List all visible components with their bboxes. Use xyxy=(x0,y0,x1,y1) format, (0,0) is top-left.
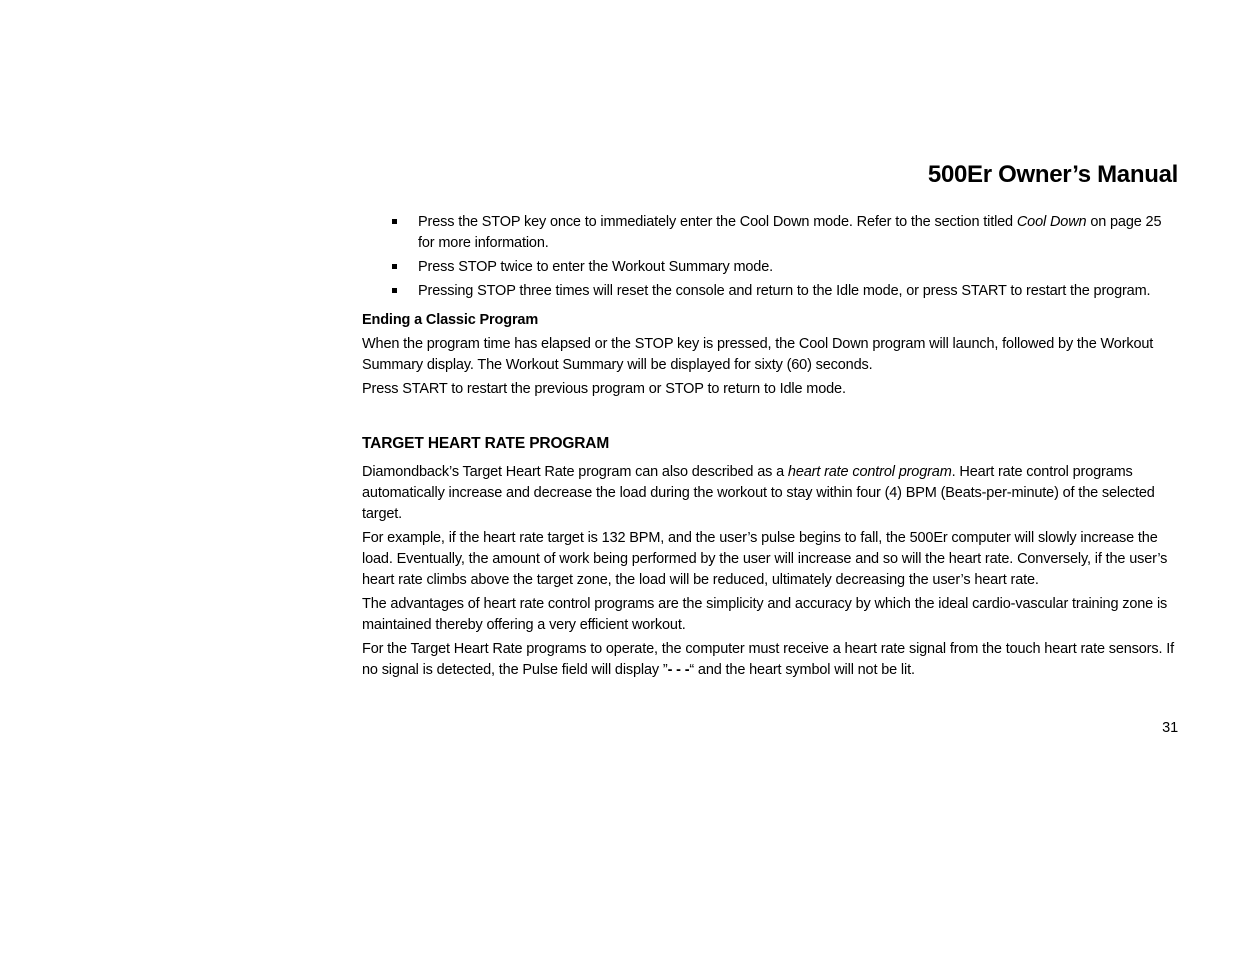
bullet-text-end: on page 25 for more information. xyxy=(418,214,1162,251)
square-bullet-icon xyxy=(392,264,397,269)
page-body xyxy=(362,212,1178,739)
intro-text-end: . Heart rate control programs automatically increase and decrease the load during the workout to stay within four (4) BPM (Beats-per-minute) of the selected target. xyxy=(362,464,1155,522)
bullet-text: Pressing STOP three times will reset the console and return to the Idle mode, or press START to restart the program. xyxy=(418,283,1151,299)
target-paragraph: The advantages of heart rate control programs are the simplicity and accuracy by which the ideal cardio-vascular training zone is maintained thereby offering a very efficient workout. xyxy=(362,596,1168,633)
square-bullet-icon xyxy=(392,219,397,224)
ending-paragraph: When the program time has elapsed or the STOP key is pressed, the Cool Down program will launch, followed by the Workout Summary display. The Workout Summary will be displayed for sixty (60) seconds. xyxy=(362,336,1154,373)
target-paragraph: For example, if the heart rate target is 132 BPM, and the user’s pulse begins to fall, the 500Er computer will slowly increase the load. Eventually, the amount of work being performed by the user will increase and so will the heart rate. Conversely, if the user’s heart rate climbs above the target zone, the load will be reduced, ultimately decreasing the user’s heart rate. xyxy=(362,530,1168,588)
last-text-start: For the Target Heart Rate programs to operate, the computer must receive a heart rate signal from the touch heart rate sensors. If no signal is detected, the Pulse field will display ” xyxy=(362,641,1174,678)
bullet-text: Press STOP twice to enter the Workout Summary mode. xyxy=(418,259,773,275)
list-item xyxy=(362,257,1178,278)
ending-classic-program-heading: Ending a Classic Program xyxy=(362,312,539,328)
target-last-paragraph xyxy=(362,639,1178,681)
bullet-text-start: Press the STOP key once to immediately enter the Cool Down mode. Refer to the section titled xyxy=(418,214,1017,230)
pulse-dashes: - - - xyxy=(667,662,690,678)
target-intro-paragraph xyxy=(362,462,1178,525)
stop-key-bullet-list xyxy=(362,212,1178,302)
square-bullet-icon xyxy=(392,288,397,293)
bullet-text-italic: Cool Down xyxy=(1016,214,1087,230)
ending-paragraph: Press START to restart the previous program or STOP to return to Idle mode. xyxy=(362,381,846,397)
target-heart-rate-heading: TARGET HEART RATE PROGRAM xyxy=(362,435,610,452)
list-item xyxy=(362,212,1178,254)
list-item xyxy=(362,281,1178,302)
manual-page xyxy=(362,158,1178,739)
page-number: 31 xyxy=(1162,720,1178,736)
last-text-end: “ and the heart symbol will not be lit. xyxy=(689,662,915,678)
page-title: 500Er Owner’s Manual xyxy=(927,161,1178,188)
intro-text-italic: heart rate control program xyxy=(787,464,952,480)
intro-text-start: Diamondback’s Target Heart Rate program can also described as a xyxy=(362,464,788,480)
